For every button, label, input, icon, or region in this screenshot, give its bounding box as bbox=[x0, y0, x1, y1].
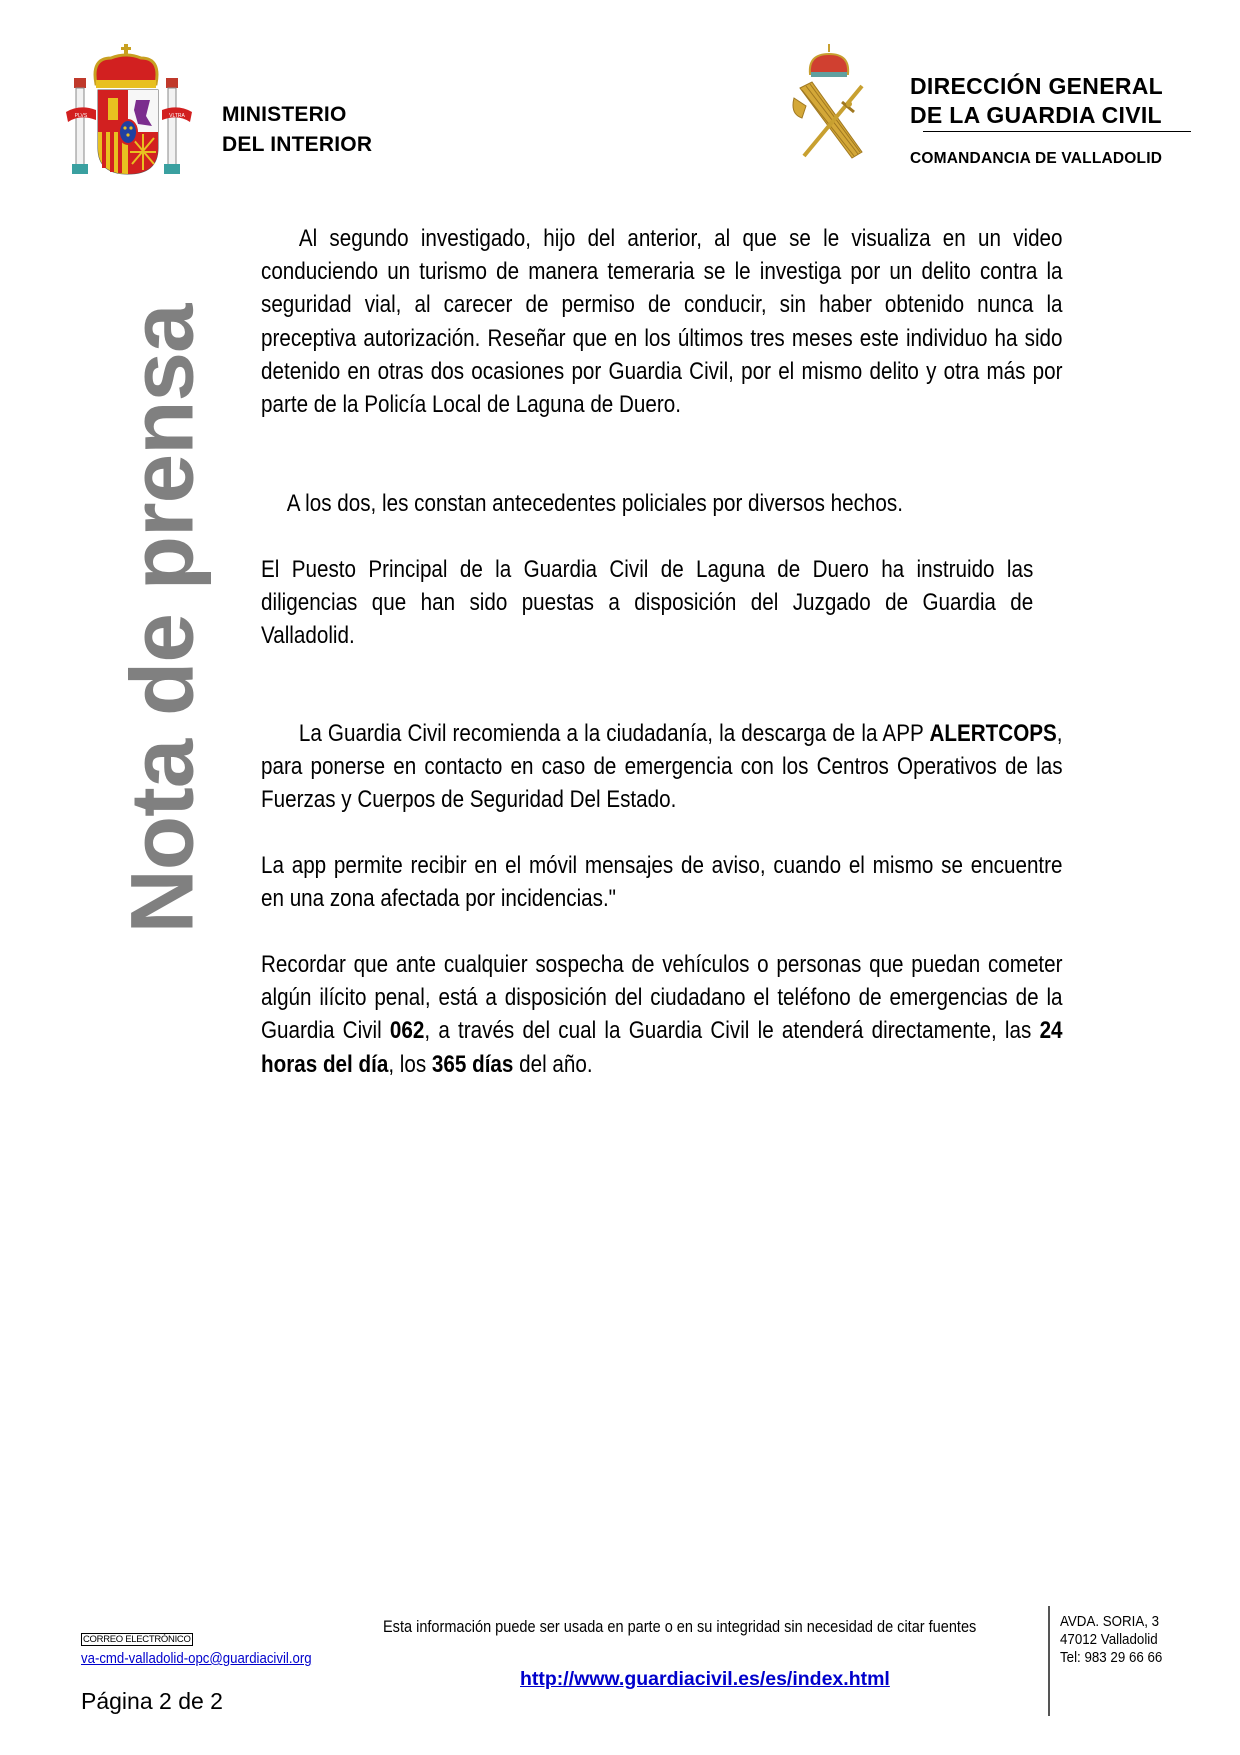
spain-coat-of-arms-logo bbox=[66, 44, 192, 176]
emergency-text-2: , a través del cual la Guardia Civil le atenderá directamente, las bbox=[424, 1017, 1040, 1045]
motto-left: PLVS bbox=[74, 113, 88, 119]
footer-divider bbox=[1048, 1606, 1050, 1716]
alertcops-text-after: , para ponerse en contacto en caso de emergencia con los Centros Operativos de las Fuerzas y Cuerpos de Seguridad Del Estado. bbox=[261, 720, 1063, 814]
guardia-civil-emblem-logo bbox=[792, 44, 868, 164]
emergency-hours: 24 horas del día bbox=[261, 1017, 1063, 1078]
address-block bbox=[1060, 1613, 1162, 1667]
body-paragraph-1 bbox=[261, 222, 1063, 421]
emergency-text-1: Recordar que ante cualquier sospecha de vehículos o personas que puedan cometer algún ilícito penal, está a disposición del ciudadano el teléfono de emergencias de la Guardia Civil bbox=[261, 951, 1063, 1045]
alertcops-text-before: La Guardia Civil recomienda a la ciudadanía, la descarga de la APP bbox=[298, 720, 930, 747]
paragraph-alertcops bbox=[261, 717, 1063, 817]
paragraph-emergency-phone bbox=[261, 948, 1063, 1081]
directorate-name bbox=[910, 72, 1163, 130]
ministry-line-1: MINISTERIO bbox=[222, 103, 347, 126]
emergency-text-3: , los bbox=[388, 1050, 432, 1078]
press-release-side-label: Nota de prensa bbox=[111, 304, 212, 934]
paragraph-proceedings: El Puesto Principal de la Guardia Civil de Laguna de Duero ha instruido las diligencias que han sido puestas a disposición del Juzgado de Guardia de Valladolid. bbox=[261, 556, 1034, 650]
ministry-line-2: DEL INTERIOR bbox=[222, 133, 373, 156]
paragraph-records: A los dos, les constan antecedentes policiales por diversos hechos. bbox=[286, 490, 903, 517]
body-paragraph-4 bbox=[261, 717, 1063, 817]
ministry-name bbox=[222, 100, 372, 160]
emergency-text-4: del año. bbox=[513, 1050, 593, 1078]
command-name: COMANDANCIA DE VALLADOLID bbox=[910, 150, 1163, 167]
footer-usage-note: Esta información puede ser usada en parte o en su integridad sin necesidad de citar fuentes bbox=[383, 1618, 977, 1636]
header-divider bbox=[923, 131, 1191, 132]
paragraph-app-alerts: La app permite recibir en el móvil mensajes de aviso, cuando el mismo se encuentre en una zona afectada por incidencias." bbox=[261, 852, 1063, 913]
emergency-number: 062 bbox=[389, 1017, 425, 1045]
body-paragraph-2 bbox=[261, 487, 1063, 520]
email-label: CORREO ELECTRÓNICO bbox=[83, 1634, 191, 1645]
paragraph-second-suspect: Al segundo investigado, hijo del anterior, al que se le visualiza en un video conduciendo un turismo de manera temeraria se le investiga por un delito contra la seguridad vial, al carecer de permiso de conducir, sin haber obtenido nunca la preceptiva autorización. Reseñar que en los últimos tres meses este individuo ha sido detenido en otras dos ocasiones por Guardia Civil, por el mismo delito y otra más por parte de la Policía Local de Laguna de Duero. bbox=[261, 225, 1063, 419]
page-number: Página 2 de 2 bbox=[81, 1688, 223, 1714]
directorate-line-2: DE LA GUARDIA CIVIL bbox=[910, 102, 1162, 128]
email-link[interactable]: va-cmd-valladolid-opc@guardiacivil.org bbox=[81, 1650, 312, 1667]
emergency-days: 365 días bbox=[431, 1050, 514, 1078]
address-phone: Tel: 983 29 66 66 bbox=[1060, 1650, 1163, 1666]
directorate-line-1: DIRECCIÓN GENERAL bbox=[910, 73, 1164, 99]
website-link[interactable]: http://www.guardiacivil.es/es/index.html bbox=[520, 1668, 890, 1690]
body-paragraph-3 bbox=[261, 553, 1033, 653]
address-street: AVDA. SORIA, 3 bbox=[1060, 1614, 1160, 1630]
motto-right: VLTRA bbox=[169, 113, 185, 119]
alertcops-app-name: ALERTCOPS bbox=[929, 720, 1057, 747]
address-city: 47012 Valladolid bbox=[1060, 1632, 1158, 1648]
body-paragraph-6 bbox=[261, 948, 1063, 1081]
body-paragraph-5 bbox=[261, 849, 1063, 915]
